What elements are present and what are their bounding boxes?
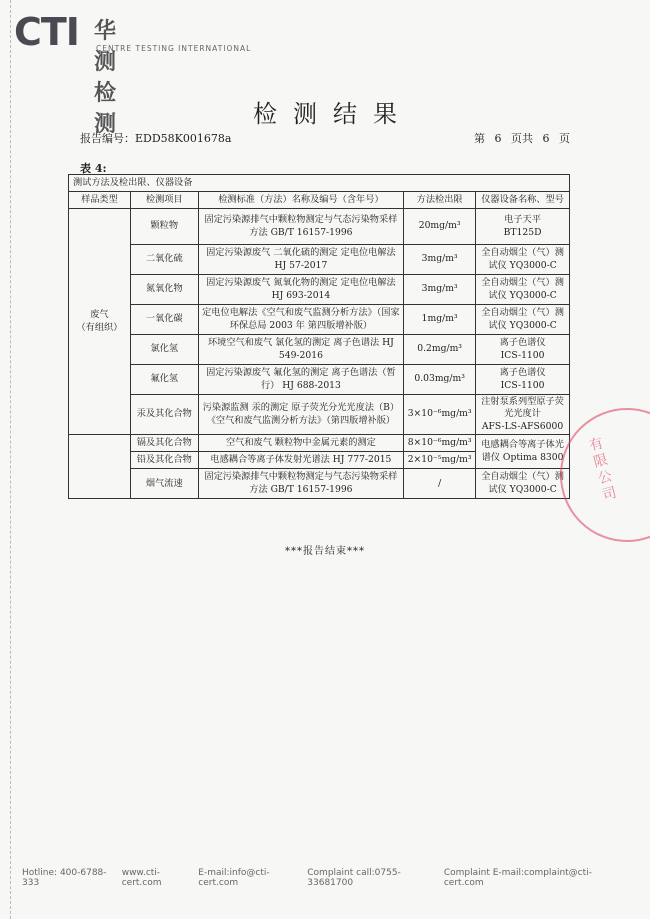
item-cell: 二氧化硫 [130, 245, 198, 275]
limit-cell: 3×10⁻⁶mg/m³ [404, 395, 476, 435]
logo-english-name: CENTRE TESTING INTERNATIONAL [96, 44, 252, 53]
standard-cell: 固定污染源废气 二氧化硫的测定 定电位电解法 HJ 57-2017 [198, 245, 403, 275]
limit-cell: 0.03mg/m³ [404, 365, 476, 395]
table-row [69, 395, 570, 435]
column-header: 仪器设备名称、型号 [476, 192, 570, 209]
column-header: 检测标准（方法）名称及编号（含年号） [198, 192, 403, 209]
table-caption: 测试方法及检出限、仪器设备 [69, 175, 570, 192]
table-row [69, 209, 570, 245]
standard-cell: 固定污染源排气中颗粒物测定与气态污染物采样方法 GB/T 16157-1996 [198, 469, 403, 499]
limit-cell: 0.2mg/m³ [404, 335, 476, 365]
sample-type-continuation [69, 435, 131, 499]
item-cell: 氟化氢 [130, 365, 198, 395]
item-cell: 氮氧化物 [130, 275, 198, 305]
item-cell: 镉及其化合物 [130, 435, 198, 452]
table-row [69, 469, 570, 499]
standard-cell: 定电位电解法《空气和废气监测分析方法》（国家环保总局 2003 年 第四版增补版） [198, 305, 403, 335]
sample-type-cell: 废气 （有组织） [69, 209, 131, 435]
table-row [69, 305, 570, 335]
standard-cell: 固定污染源排气中颗粒物测定与气态污染物采样方法 GB/T 16157-1996 [198, 209, 403, 245]
instrument-cell: 全自动烟尘（气）测试仪 YQ3000-C [476, 469, 570, 499]
footer-hotline: Hotline: 400-6788-333 [22, 868, 107, 888]
item-cell: 一氧化碳 [130, 305, 198, 335]
footer-email[interactable]: E-mail:info@cti-cert.com [198, 868, 270, 888]
footer-complaint-call: Complaint call:0755-33681700 [307, 868, 401, 888]
limit-cell: 3mg/m³ [404, 245, 476, 275]
table-title: 表 4: [80, 162, 107, 175]
item-cell: 汞及其化合物 [130, 395, 198, 435]
instrument-cell: 全自动烟尘（气）测试仪 YQ3000-C [476, 275, 570, 305]
limit-cell: 3mg/m³ [404, 275, 476, 305]
report-end-note: ***报告结束*** [285, 546, 365, 557]
limit-cell: 2×10⁻⁵mg/m³ [404, 452, 476, 469]
scan-edge-line [10, 0, 12, 919]
test-method-table [68, 174, 570, 499]
table-row [69, 335, 570, 365]
table-row [69, 245, 570, 275]
standard-cell: 空气和废气 颗粒物中金属元素的测定 [198, 435, 403, 452]
item-cell: 烟气流速 [130, 469, 198, 499]
table-row [69, 365, 570, 395]
instrument-cell: 全自动烟尘（气）测试仪 YQ3000-C [476, 245, 570, 275]
page-title: 检测结果 [253, 100, 413, 128]
footer-website[interactable]: www.cti-cert.com [121, 868, 162, 888]
company-seal-text: 有限公司 [585, 435, 619, 505]
limit-cell: 8×10⁻⁶mg/m³ [404, 435, 476, 452]
column-header: 检测项目 [130, 192, 198, 209]
instrument-cell: 注射泵系列型原子荧光光度计 AFS-LS-AFS6000 [476, 395, 570, 435]
standard-cell: 电感耦合等离子体发射光谱法 HJ 777-2015 [198, 452, 403, 469]
instrument-cell: 电子天平 BT125D [476, 209, 570, 245]
column-header: 样品类型 [69, 192, 131, 209]
item-cell: 铅及其化合物 [130, 452, 198, 469]
standard-cell: 固定污染源废气 氟化氢的测定 离子色谱法（暂行） HJ 688-2013 [198, 365, 403, 395]
instrument-cell: 离子色谱仪 ICS-1100 [476, 335, 570, 365]
limit-cell: 1mg/m³ [404, 305, 476, 335]
limit-cell: 20mg/m³ [404, 209, 476, 245]
report-number: 报告编号：EDD58K001678a [80, 132, 232, 145]
page-info: 第 6 页共 6 页 [474, 132, 570, 145]
footer [22, 868, 628, 888]
table-header-row [69, 192, 570, 209]
table-row [69, 435, 570, 452]
standard-cell: 污染源监测 汞的测定 原子荧光分光光度法（B）《空气和废气监测分析方法》（第四版增补版） [198, 395, 403, 435]
footer-complaint-email[interactable]: Complaint E-mail:complaint@cti-cert.com [443, 868, 592, 888]
logo-chinese-name: 华测检测 [94, 19, 121, 137]
standard-cell: 环境空气和废气 氯化氢的测定 离子色谱法 HJ 549-2016 [198, 335, 403, 365]
instrument-cell: 离子色谱仪 ICS-1100 [476, 365, 570, 395]
limit-cell: / [404, 469, 476, 499]
column-header: 方法检出限 [404, 192, 476, 209]
instrument-cell: 电感耦合等离子体光谱仪 Optima 8300 [476, 435, 570, 469]
instrument-cell: 全自动烟尘（气）测试仪 YQ3000-C [476, 305, 570, 335]
item-cell: 颗粒物 [130, 209, 198, 245]
logo-mark: CTI [14, 10, 79, 54]
standard-cell: 固定污染源废气 氮氧化物的测定 定电位电解法 HJ 693-2014 [198, 275, 403, 305]
item-cell: 氯化氢 [130, 335, 198, 365]
table-row [69, 275, 570, 305]
